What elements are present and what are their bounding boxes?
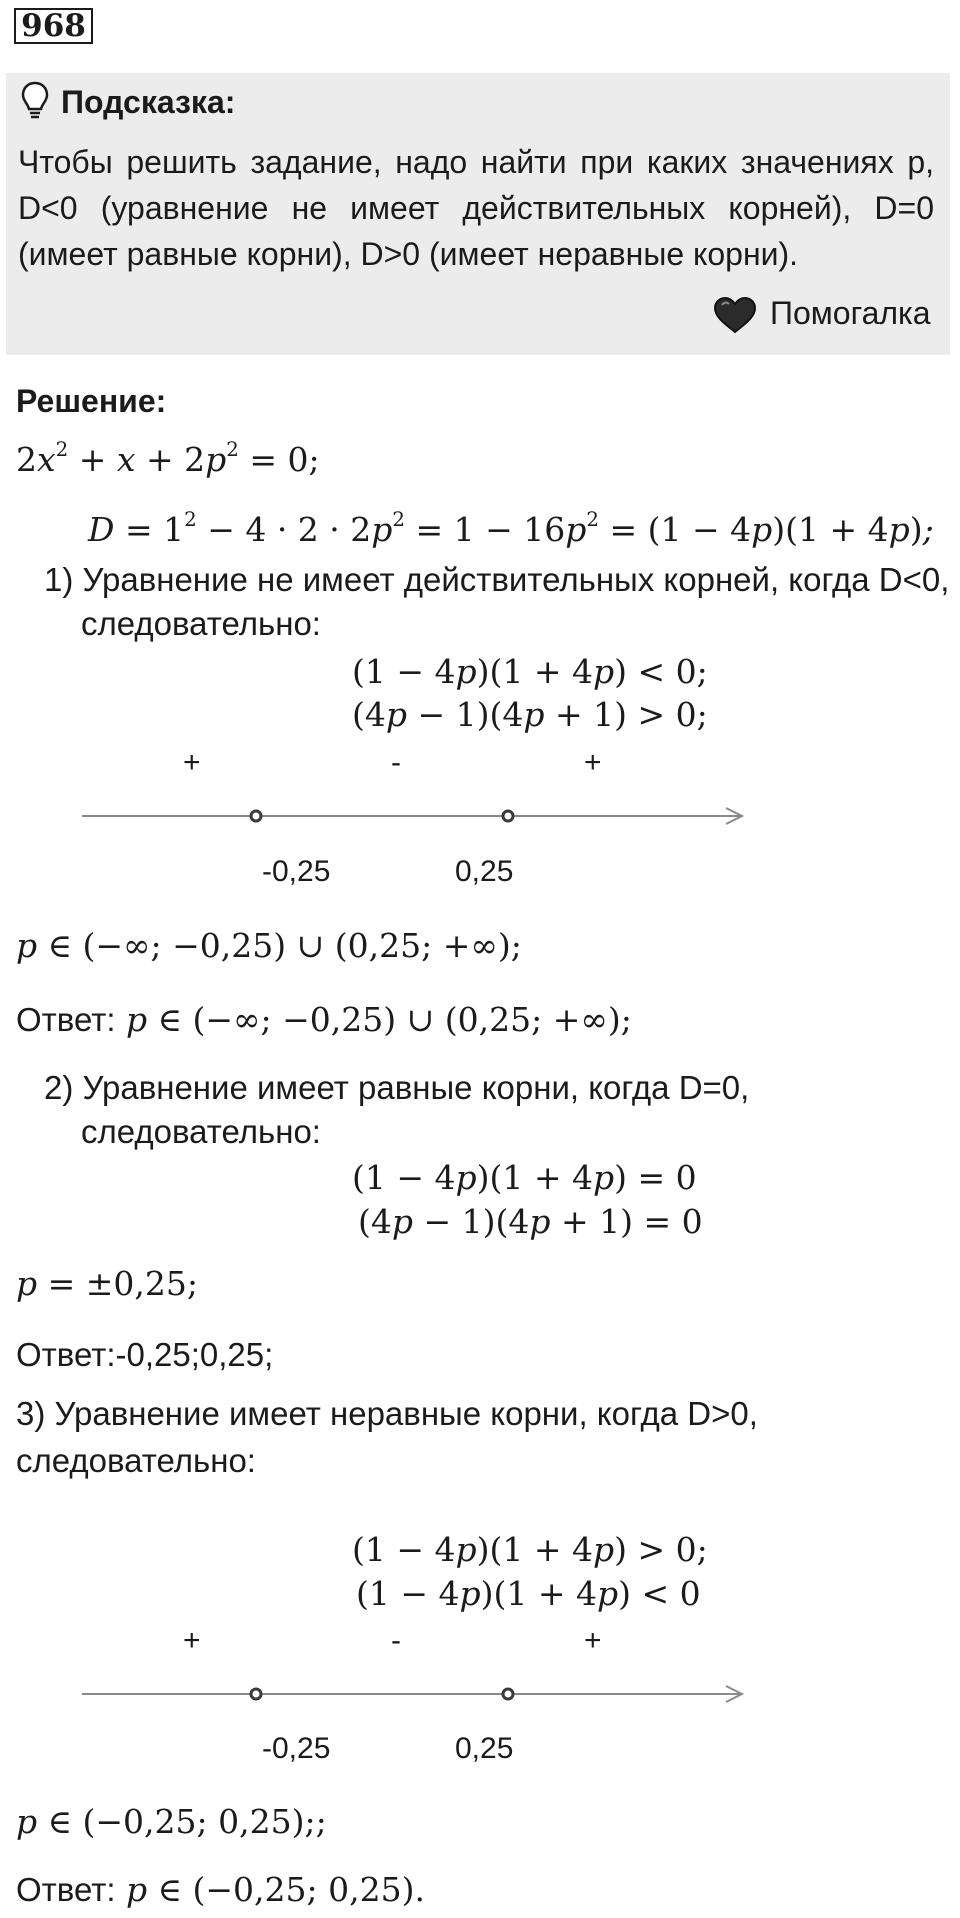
part1-result: p ∈ (−∞; −0,25) ∪ (0,25; +∞); xyxy=(16,926,522,965)
part2-line2: следовательно: xyxy=(81,1113,321,1150)
part2-line1: 2) Уравнение имеет равные корни, когда D=0, xyxy=(44,1069,750,1106)
task-number-box: 968 xyxy=(14,8,93,44)
part3-sign-left: + xyxy=(183,1624,201,1657)
part1-sign-left: + xyxy=(183,746,201,779)
solution-title: Решение: xyxy=(16,383,167,419)
hint-title: Подсказка: xyxy=(61,84,236,120)
part3-number-line xyxy=(80,1680,750,1708)
part1-line1: 1) Уравнение не имеет действительных корней, когда D<0, xyxy=(44,561,950,598)
part3-point-right: 0,25 xyxy=(455,1732,514,1765)
part3-point-left: -0,25 xyxy=(262,1732,331,1765)
part3-line2: следовательно: xyxy=(16,1442,256,1479)
part3-inequality-1: (1 − 4p)(1 + 4p) > 0; xyxy=(352,1530,708,1569)
part3-result: p ∈ (−0,25; 0,25);; xyxy=(16,1802,327,1841)
part1-answer xyxy=(16,1000,632,1039)
part3-sign-middle: - xyxy=(391,1624,401,1657)
part1-answer-label: Ответ: xyxy=(16,1001,116,1038)
part1-number-line xyxy=(80,802,750,830)
part3-answer xyxy=(16,1870,425,1909)
equation: $2x^2 + x + 2p^2 = 0$; xyxy=(16,438,320,479)
part2-answer: Ответ:-0,25;0,25; xyxy=(16,1336,274,1373)
part1-point-left: -0,25 xyxy=(262,855,331,888)
part1-inequality-1: (1 − 4p)(1 + 4p) < 0; xyxy=(352,652,708,691)
part2-result: p = ±0,25; xyxy=(16,1264,198,1303)
discriminant: $D = 1^2 - 4 \cdot 2 \cdot 2p^2 = 1 - 16p^2 = (1 - 4p)(1 + 4p)$; xyxy=(88,508,934,549)
part2-equation-1: (1 − 4p)(1 + 4p) = 0 xyxy=(352,1158,697,1197)
part1-sign-middle: - xyxy=(391,746,401,779)
part1-inequality-2: (4p − 1)(4p + 1) > 0; xyxy=(352,695,708,734)
part1-point-right: 0,25 xyxy=(455,855,514,888)
part3-inequality-2: (1 − 4p)(1 + 4p) < 0 xyxy=(356,1574,701,1613)
part1-line2: следовательно: xyxy=(81,605,321,642)
brand-label: Помогалка xyxy=(770,295,931,331)
part3-line1: 3) Уравнение имеет неравные корни, когда D>0, xyxy=(16,1395,758,1432)
hint-text: Чтобы решить задание, надо найти при каких значениях p, D<0 (уравнение не имеет действительных корней), D=0 (имеет равные корни), D>0 (имеет неравные корни). xyxy=(18,144,934,272)
lightbulb-icon xyxy=(20,80,50,122)
part1-answer-value: p ∈ (−∞; −0,25) ∪ (0,25; +∞); xyxy=(125,1000,632,1039)
part1-sign-right: + xyxy=(584,746,602,779)
part3-answer-label: Ответ: xyxy=(16,1871,116,1908)
heart-icon xyxy=(712,296,758,334)
part3-sign-right: + xyxy=(584,1624,602,1657)
part2-equation-2: (4p − 1)(4p + 1) = 0 xyxy=(358,1202,703,1241)
part3-answer-value: p ∈ (−0,25; 0,25). xyxy=(125,1870,425,1909)
